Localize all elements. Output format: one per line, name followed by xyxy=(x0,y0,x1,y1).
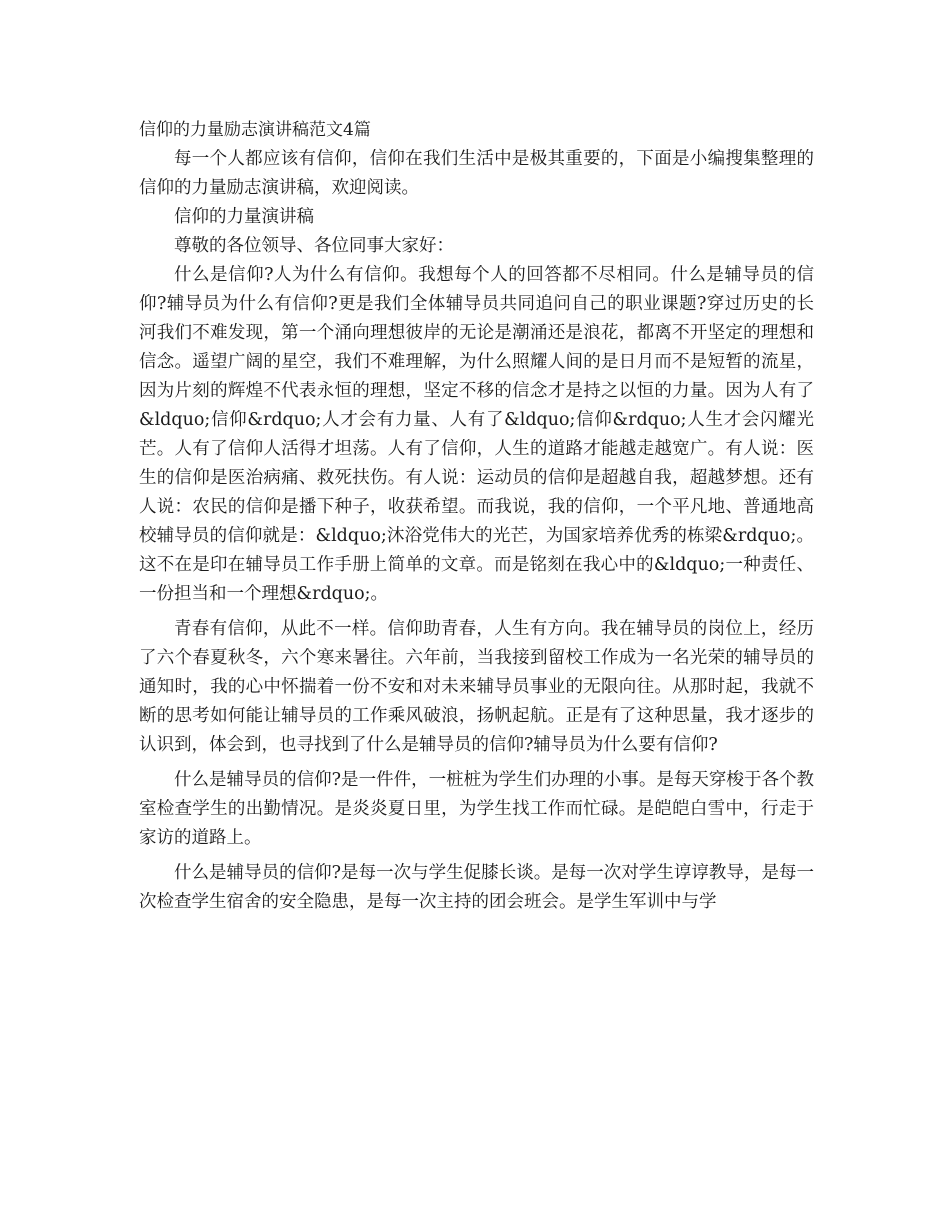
body-paragraph: 什么是辅导员的信仰?是一件件，一桩桩为学生们办理的小事。是每天穿梭于各个教室检查学生的出勤情况。是炎炎夏日里，为学生找工作而忙碌。是皑皑白雪中，行走于家访的道路上。 xyxy=(139,770,814,848)
document-title: 信仰的力量励志演讲稿范文4篇 xyxy=(139,120,371,140)
body-paragraph: 什么是辅导员的信仰?是每一次与学生促膝长谈。是每一次对学生谆谆教导，是每一次检查学生宿舍的安全隐患，是每一次主持的团会班会。是学生军训中与学 xyxy=(139,863,814,912)
document-body xyxy=(139,116,814,917)
salutation: 尊敬的各位领导、各位同事大家好： xyxy=(174,236,454,256)
body-paragraph: 青春有信仰，从此不一样。信仰助青春，人生有方向。我在辅导员的岗位上，经历了六个春夏秋冬，六个寒来暑往。六年前，当我接到留校工作成为一名光荣的辅导员的通知时，我的心中怀揣着一份不安和对未来辅导员事业的无限向往。从那时起，我就不断的思考如何能让辅导员的工作乘风破浪，扬帆起航。正是有了这种思量，我才逐步的认识到，体会到，也寻找到了什么是辅导员的信仰?辅导员为什么要有信仰? xyxy=(139,619,814,755)
intro-paragraph: 每一个人都应该有信仰，信仰在我们生活中是极其重要的，下面是小编搜集整理的信仰的力量励志演讲稿，欢迎阅读。 xyxy=(139,149,814,198)
speech-heading: 信仰的力量演讲稿 xyxy=(174,207,314,227)
body-paragraph: 什么是信仰?人为什么有信仰。我想每个人的回答都不尽相同。什么是辅导员的信仰?辅导员为什么有信仰?更是我们全体辅导员共同追问自己的职业课题?穿过历史的长河我们不难发现，第一个涌向理想彼岸的无论是潮涌还是浪花，都离不开坚定的理想和信念。遥望广阔的星空，我们不难理解，为什么照耀人间的是日月而不是短暂的流星，因为片刻的辉煌不代表永恒的理想，坚定不移的信念才是持之以恒的力量。因为人有了&ldquo;信仰&rdquo;人才会有力量、人有了&ldquo;信仰&rdquo;人生才会闪耀光芒。人有了信仰人活得才坦荡。人有了信仰，人生的道路才能越走越宽广。有人说：医生的信仰是医治病痛、救死扶伤。有人说：运动员的信仰是超越自我，超越梦想。还有人说：农民的信仰是播下种子，收获希望。而我说，我的信仰，一个平凡地、普通地高校辅导员的信仰就是：&ldquo;沐浴党伟大的光芒，为国家培养优秀的栋梁&rdquo;。这不在是印在辅导员工作手册上简单的文章。而是铭刻在我心中的&ldquo;一种责任、一份担当和一个理想&rdquo;。 xyxy=(139,265,814,604)
